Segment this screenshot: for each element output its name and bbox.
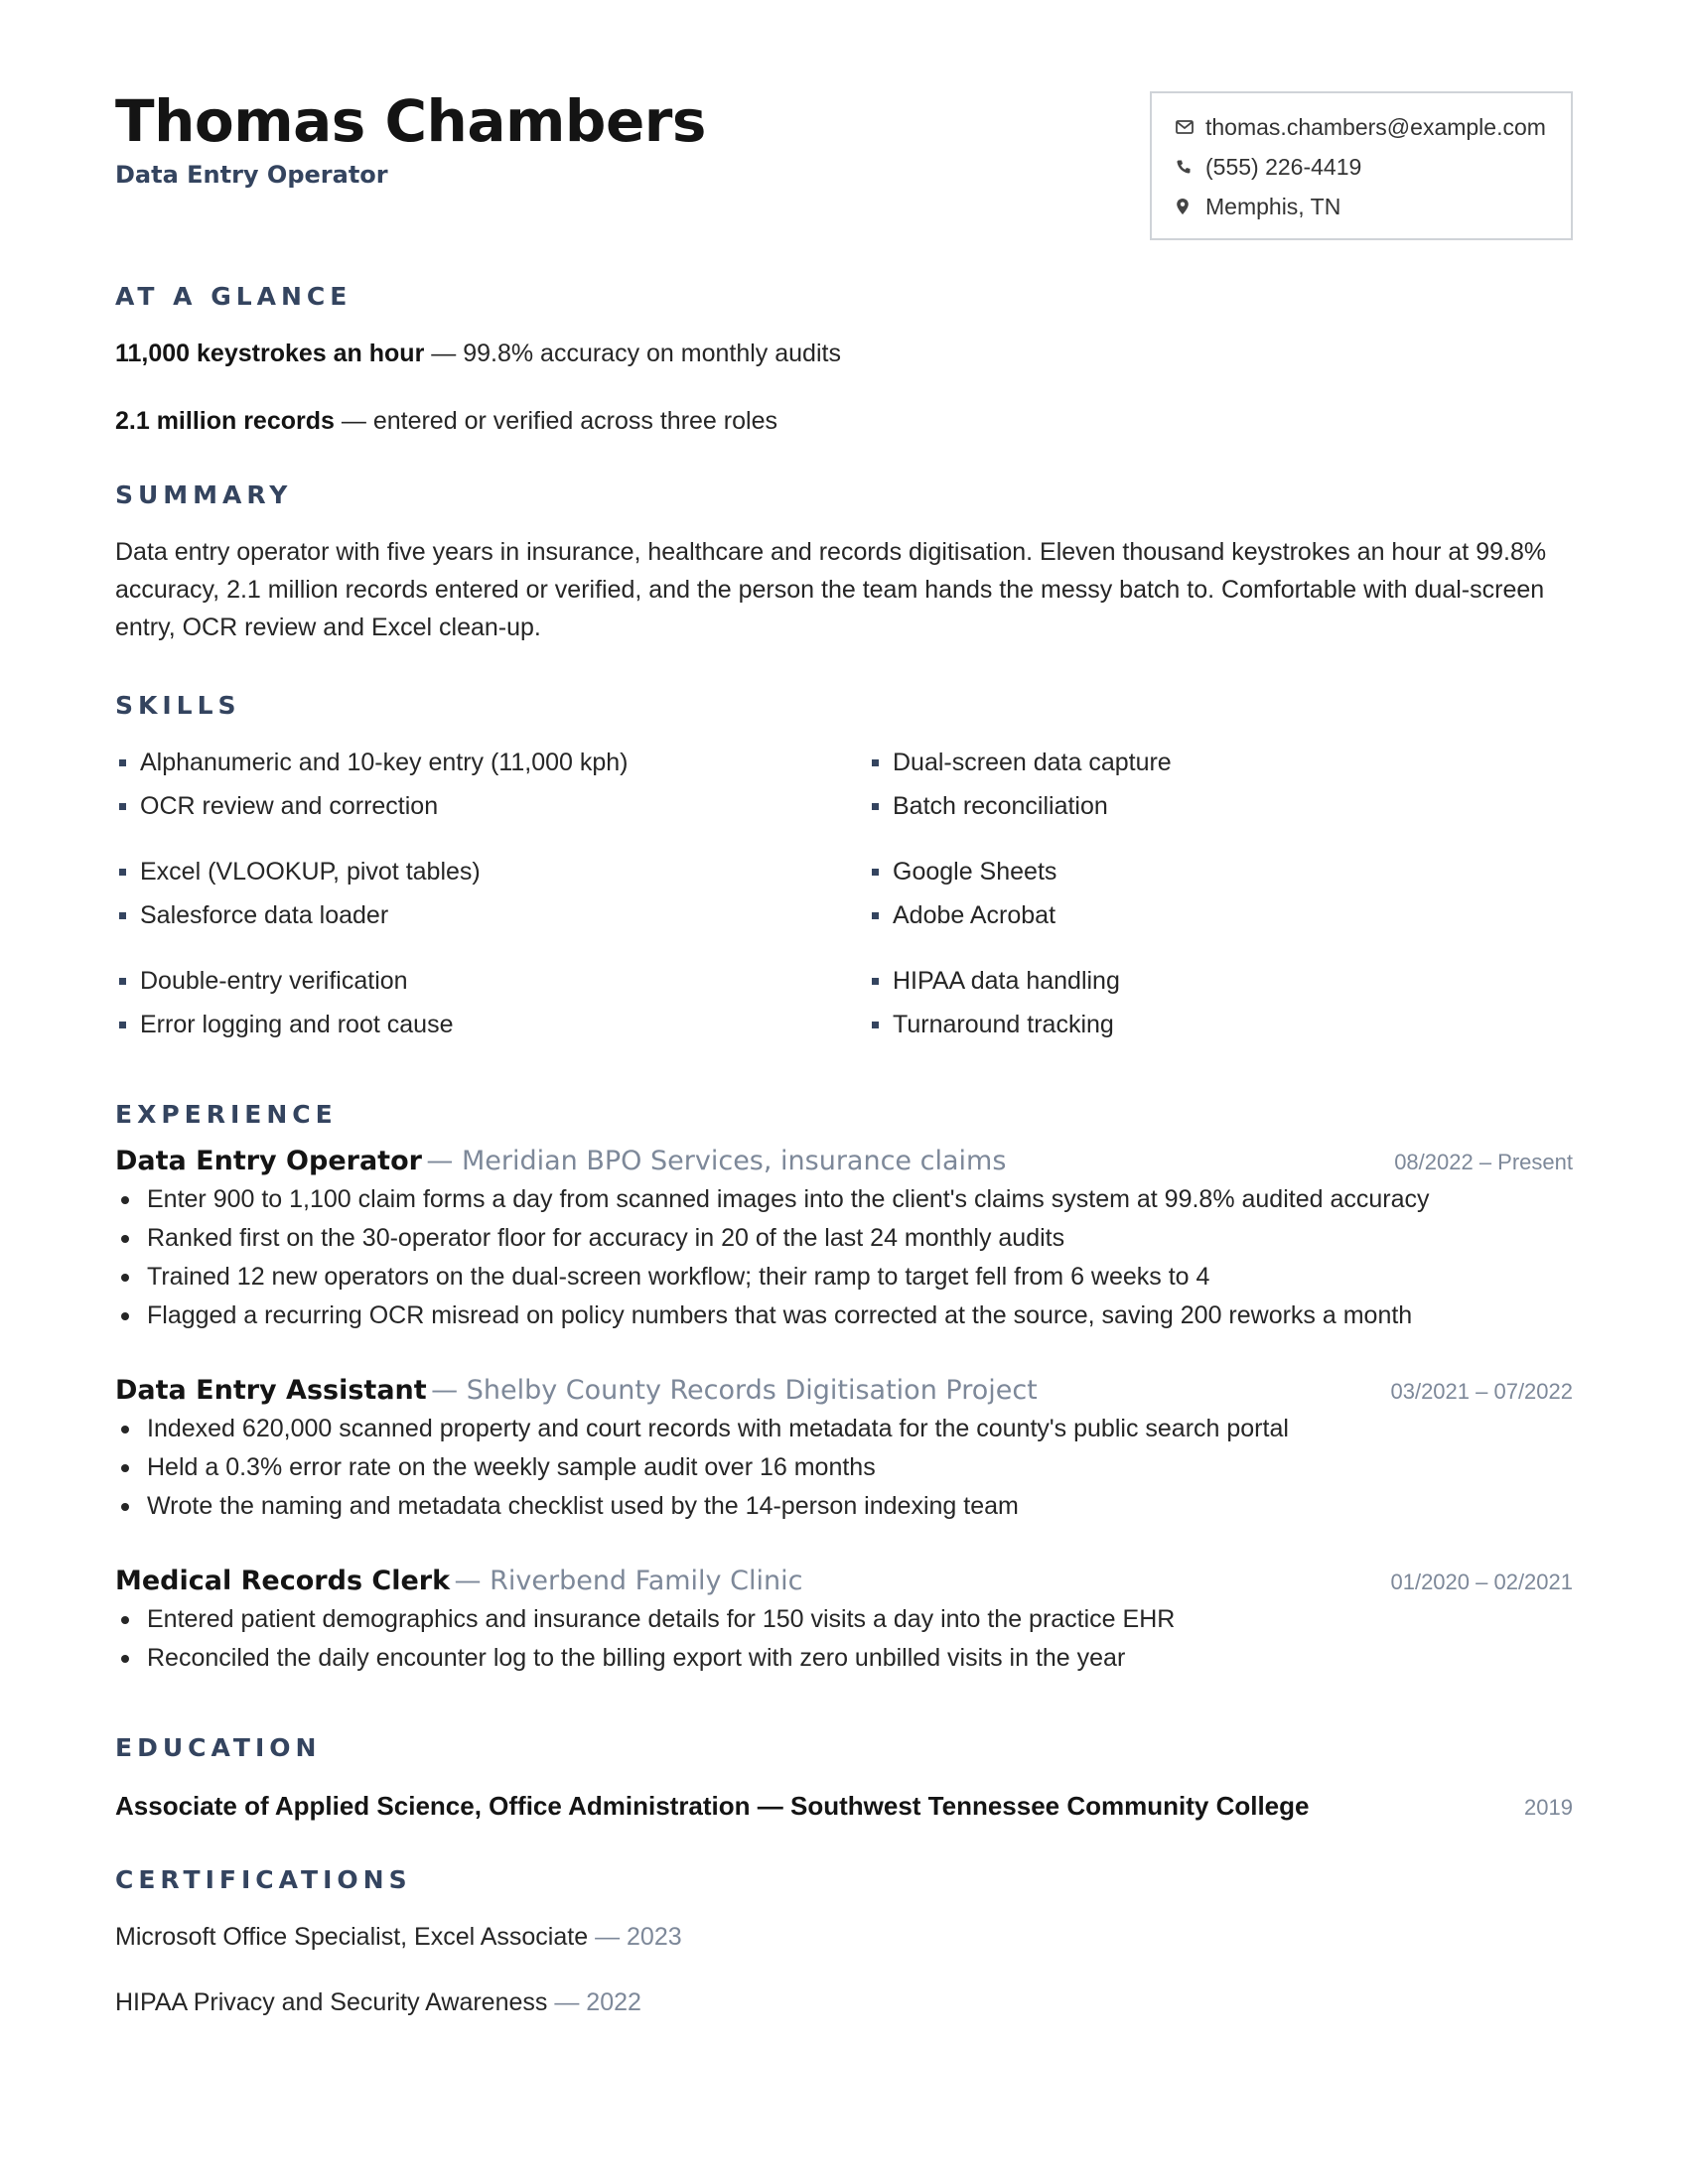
job-title: Data Entry Operator <box>115 1146 422 1176</box>
square-bullet-icon <box>872 978 879 985</box>
square-bullet-icon <box>872 759 879 766</box>
skill-item: Salesforce data loader <box>115 893 868 937</box>
job-bullets <box>115 1600 1573 1678</box>
job-title: Medical Records Clerk <box>115 1566 451 1596</box>
square-bullet-icon <box>872 803 879 810</box>
skill-item: OCR review and correction <box>115 784 868 828</box>
certification-item <box>115 1923 1573 1952</box>
job-dates: 03/2021 – 07/2022 <box>1390 1379 1573 1404</box>
candidate-role: Data Entry Operator <box>115 161 388 189</box>
job-header <box>115 1146 1573 1176</box>
certification-year: — 2023 <box>595 1923 682 1951</box>
job-entry <box>115 1375 1573 1526</box>
job-title: Data Entry Assistant <box>115 1375 427 1406</box>
skill-item: Dual-screen data capture <box>868 741 1563 784</box>
section-title-glance: AT A GLANCE <box>115 282 352 311</box>
square-bullet-icon <box>119 1022 126 1028</box>
job-bullets <box>115 1410 1573 1526</box>
section-title-experience: EXPERIENCE <box>115 1100 338 1129</box>
candidate-name: Thomas Chambers <box>115 87 706 155</box>
contact-location-row <box>1176 187 1547 226</box>
skill-item: Error logging and root cause <box>115 1003 868 1046</box>
glance-item: 2.1 million records — entered or verified across three roles <box>115 407 777 435</box>
square-bullet-icon <box>872 1022 879 1028</box>
job-entry <box>115 1566 1573 1678</box>
contact-phone-row <box>1176 147 1547 187</box>
job-organization: — Riverbend Family Clinic <box>454 1566 803 1596</box>
job-bullet: Trained 12 new operators on the dual-screen workflow; their ramp to target fell from 6 weeks to 4 <box>115 1258 1573 1297</box>
resume-header <box>115 85 1573 254</box>
job-organization: — Meridian BPO Services, insurance claims <box>426 1146 1007 1176</box>
skill-item: Google Sheets <box>868 850 1563 893</box>
glance-item-text: 99.8% accuracy on monthly audits <box>463 340 841 367</box>
section-title-education: EDUCATION <box>115 1733 322 1762</box>
contact-phone[interactable]: (555) 226-4419 <box>1205 153 1362 180</box>
job-bullet: Reconciled the daily encounter log to the billing export with zero unbilled visits in the year <box>115 1639 1573 1678</box>
job-dates: 08/2022 – Present <box>1394 1150 1573 1174</box>
certifications-section <box>115 1865 1573 1894</box>
education-year: 2019 <box>1524 1795 1573 1820</box>
square-bullet-icon <box>119 978 126 985</box>
square-bullet-icon <box>872 869 879 876</box>
glance-item-highlight: 2.1 million records <box>115 407 335 435</box>
summary-text: Data entry operator with five years in insurance, healthcare and records digitisation. Eleven thousand keystrokes an hour at 99.8% accuracy, 2.1 million records entered or verified, and the person the team hands the messy batch to. Comfortable with dual-screen entry, OCR review and Excel clean-up. <box>115 538 1547 641</box>
section-title-skills: SKILLS <box>115 691 241 720</box>
job-bullet: Flagged a recurring OCR misread on policy numbers that was corrected at the source, saving 200 reworks a month <box>115 1297 1573 1335</box>
certification-year: — 2022 <box>554 1988 641 2016</box>
job-bullet: Held a 0.3% error rate on the weekly sample audit over 16 months <box>115 1448 1573 1487</box>
job-bullet: Entered patient demographics and insurance details for 150 visits a day into the practice EHR <box>115 1600 1573 1639</box>
glance-item: 11,000 keystrokes an hour — 99.8% accuracy on monthly audits <box>115 340 841 367</box>
summary-section <box>115 480 1573 509</box>
mail-icon <box>1176 120 1205 134</box>
resume-page <box>115 85 1573 2016</box>
skill-item: Alphanumeric and 10-key entry (11,000 kph) <box>115 741 868 784</box>
job-organization: — Shelby County Records Digitisation Project <box>431 1375 1038 1406</box>
square-bullet-icon <box>872 912 879 919</box>
glance-section <box>115 282 1573 311</box>
section-title-certifications: CERTIFICATIONS <box>115 1865 412 1894</box>
job-dates: 01/2020 – 02/2021 <box>1390 1570 1573 1594</box>
contact-box <box>1150 91 1573 240</box>
experience-section <box>115 1100 1573 1129</box>
glance-item-highlight: 11,000 keystrokes an hour <box>115 340 425 367</box>
skill-item: Adobe Acrobat <box>868 893 1563 937</box>
glance-item-text: entered or verified across three roles <box>372 407 777 435</box>
skill-item: Batch reconciliation <box>868 784 1563 828</box>
section-title-summary: SUMMARY <box>115 480 293 509</box>
job-bullet: Enter 900 to 1,100 claim forms a day from scanned images into the client's claims system at 99.8% audited accuracy <box>115 1180 1573 1219</box>
contact-location: Memphis, TN <box>1205 193 1341 219</box>
square-bullet-icon <box>119 869 126 876</box>
skill-item: Double-entry verification <box>115 959 868 1003</box>
square-bullet-icon <box>119 759 126 766</box>
job-bullet: Wrote the naming and metadata checklist used by the 14-person indexing team <box>115 1487 1573 1526</box>
skills-section <box>115 691 1573 720</box>
phone-icon <box>1176 159 1205 175</box>
certification-name: HIPAA Privacy and Security Awareness <box>115 1988 548 2016</box>
job-entry <box>115 1146 1573 1335</box>
education-entry <box>115 1791 1573 1822</box>
education-degree: Associate of Applied Science, Office Administration — Southwest Tennessee Community College <box>115 1791 1310 1821</box>
contact-email-row <box>1176 107 1547 147</box>
square-bullet-icon <box>119 803 126 810</box>
skill-item: HIPAA data handling <box>868 959 1563 1003</box>
job-header <box>115 1566 1573 1596</box>
job-bullets <box>115 1180 1573 1335</box>
education-section <box>115 1733 1573 1762</box>
skill-item: Turnaround tracking <box>868 1003 1563 1046</box>
job-bullet: Ranked first on the 30-operator floor for accuracy in 20 of the last 24 monthly audits <box>115 1219 1573 1258</box>
job-header <box>115 1375 1573 1406</box>
contact-email[interactable]: thomas.chambers@example.com <box>1205 113 1546 140</box>
job-bullet: Indexed 620,000 scanned property and court records with metadata for the county's public search portal <box>115 1410 1573 1448</box>
square-bullet-icon <box>119 912 126 919</box>
location-pin-icon <box>1176 198 1205 215</box>
skills-grid <box>115 741 1573 1046</box>
skill-item: Excel (VLOOKUP, pivot tables) <box>115 850 868 893</box>
certification-name: Microsoft Office Specialist, Excel Associate <box>115 1923 589 1951</box>
certification-item <box>115 1988 1573 2017</box>
